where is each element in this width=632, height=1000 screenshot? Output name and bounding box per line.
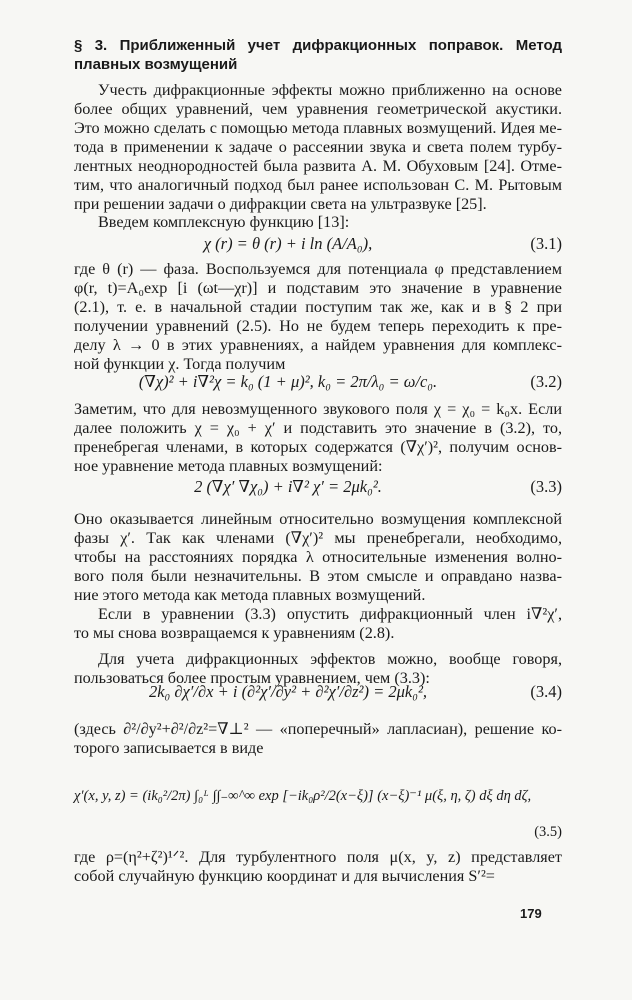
equation-body: 2k₀ ∂χ′/∂x + i (∂²χ′/∂y² + ∂²χ′/∂z²) = 2μk₀², (148, 682, 428, 701)
paragraph-unperturbed (74, 400, 562, 476)
page-number: 179 (520, 906, 542, 921)
text-line: собой случайную функцию координат и для вычисления S′²= (74, 867, 495, 885)
text-line: Введем комплексную функцию [13]: (98, 213, 350, 231)
text-line: ное уравнение метода плавных возмущений: (74, 457, 383, 475)
text-line: где θ (r) — фаза. Воспользуемся для потенциала φ представлением (74, 260, 562, 278)
text-line: тода в применении к задаче о рассеянии звука и света полем турбу- (74, 138, 562, 156)
paragraph-complex-function (74, 213, 562, 232)
text-line: Это можно сделать с помощью метода плавных возмущений. Идея ме- (74, 119, 562, 137)
text-line: ние этого метода как метода плавных возмущений. (74, 586, 426, 604)
text-line: делу λ → 0 в этих уравнениях, а найдем уравнения для комплекс- (74, 336, 562, 354)
text-line: Учесть дифракционные эффекты можно приближенно на основе (98, 81, 562, 99)
text-line: Для учета дифракционных эффектов можно, вообще говоря, (98, 650, 562, 668)
text-line: пренебрегая членами, в которых содержатся (∇χ′)², получим основ- (74, 438, 562, 456)
section-heading-line: плавных возмущений (74, 56, 238, 73)
text-line: фазы χ′. Так как членами (∇χ′)² мы пренебрегали, необходимо, (74, 529, 562, 547)
text-line: (2.1), т. е. в начальной стадии поступим так же, как и в § 2 при (74, 298, 562, 316)
equation-number: (3.5) (534, 824, 562, 840)
text-line: далее положить χ = χ₀ + χ′ и подставить это значение в (3.2), то, (74, 419, 562, 437)
text-line: ной функции χ. Тогда получим (74, 355, 286, 373)
equation-number: (3.4) (530, 682, 562, 701)
equation-body: χ′(x, y, z) = (ik₀²/2π) ∫₀ᴸ ∫∫₋∞^∞ exp [−ik₀ρ²/2(x−ξ)] (x−ξ)⁻¹ μ(ξ, η, ζ) dξ dη dζ, (74, 788, 532, 804)
text-line: Если в уравнении (3.3) опустить дифракционный член i∇²χ′, (98, 605, 562, 623)
text-line: торого записывается в виде (74, 739, 264, 757)
text-line: φ(r, t)=A₀exp [i (ωt—χr)] и подставим это значение в уравнение (74, 279, 562, 297)
text-line: пользоваться более простым уравнением, чем (3.3): (74, 669, 430, 687)
text-line: то мы снова возвращаемся к уравнениям (2.8). (74, 624, 395, 642)
equation-number: (3.1) (530, 234, 562, 253)
text-line: где ρ=(η²+ζ²)¹ᐟ². Для турбулентного поля μ(x, y, z) представляет (74, 848, 562, 866)
equation-body: (∇χ)² + i∇²χ = k₀ (1 + μ)², k₀ = 2π/λ₀ = ω/c₀. (138, 372, 438, 391)
paragraph-intro (74, 81, 562, 214)
section-heading (74, 36, 562, 74)
paragraph-drop-term (74, 605, 562, 643)
paragraph-laplacian (74, 720, 562, 758)
equation-body: 2 (∇χ′ ∇χ₀) + i∇² χ′ = 2μk₀². (194, 477, 382, 496)
text-line: при решении задачи о дифракции света на ультразвуке [25]. (74, 195, 487, 213)
text-line: (здесь ∂²/∂y²+∂²/∂z²=∇⊥² — «поперечный» лапласиан), решение ко- (74, 720, 562, 738)
text-line: более общих уравнений, чем уравнения геометрической акустики. (74, 100, 562, 118)
equation-number: (3.2) (530, 372, 562, 391)
text-line: тим, что аналогичный подход был ранее использован С. М. Рытовым (74, 176, 562, 194)
text-line: Заметим, что для невозмущенного звукового поля χ = χ₀ = k₀x. Если (74, 400, 562, 418)
paragraph-phase (74, 260, 562, 374)
equation-number: (3.3) (530, 477, 562, 496)
text-line: вого поля были незначительны. В этом смысле и оправдано назва- (74, 567, 562, 585)
paragraph-linear (74, 510, 562, 605)
text-line: лентных неоднородностей была развита А. М. Обуховым [24]. Отме- (74, 157, 562, 175)
paragraph-turbulent (74, 848, 562, 886)
section-heading-line: § 3. Приближенный учет дифракционных поправок. Метод (74, 37, 562, 54)
equation-body: χ (r) = θ (r) + i ln (A/A₀), (203, 234, 373, 253)
text-line: Оно оказывается линейным относительно возмущения комплексной (74, 510, 562, 528)
text-line: чтобы на расстояниях порядка λ относительные изменения волно- (74, 548, 562, 566)
text-line: получении уравнений (2.5). Но не будем теперь переходить к пре- (74, 317, 562, 335)
